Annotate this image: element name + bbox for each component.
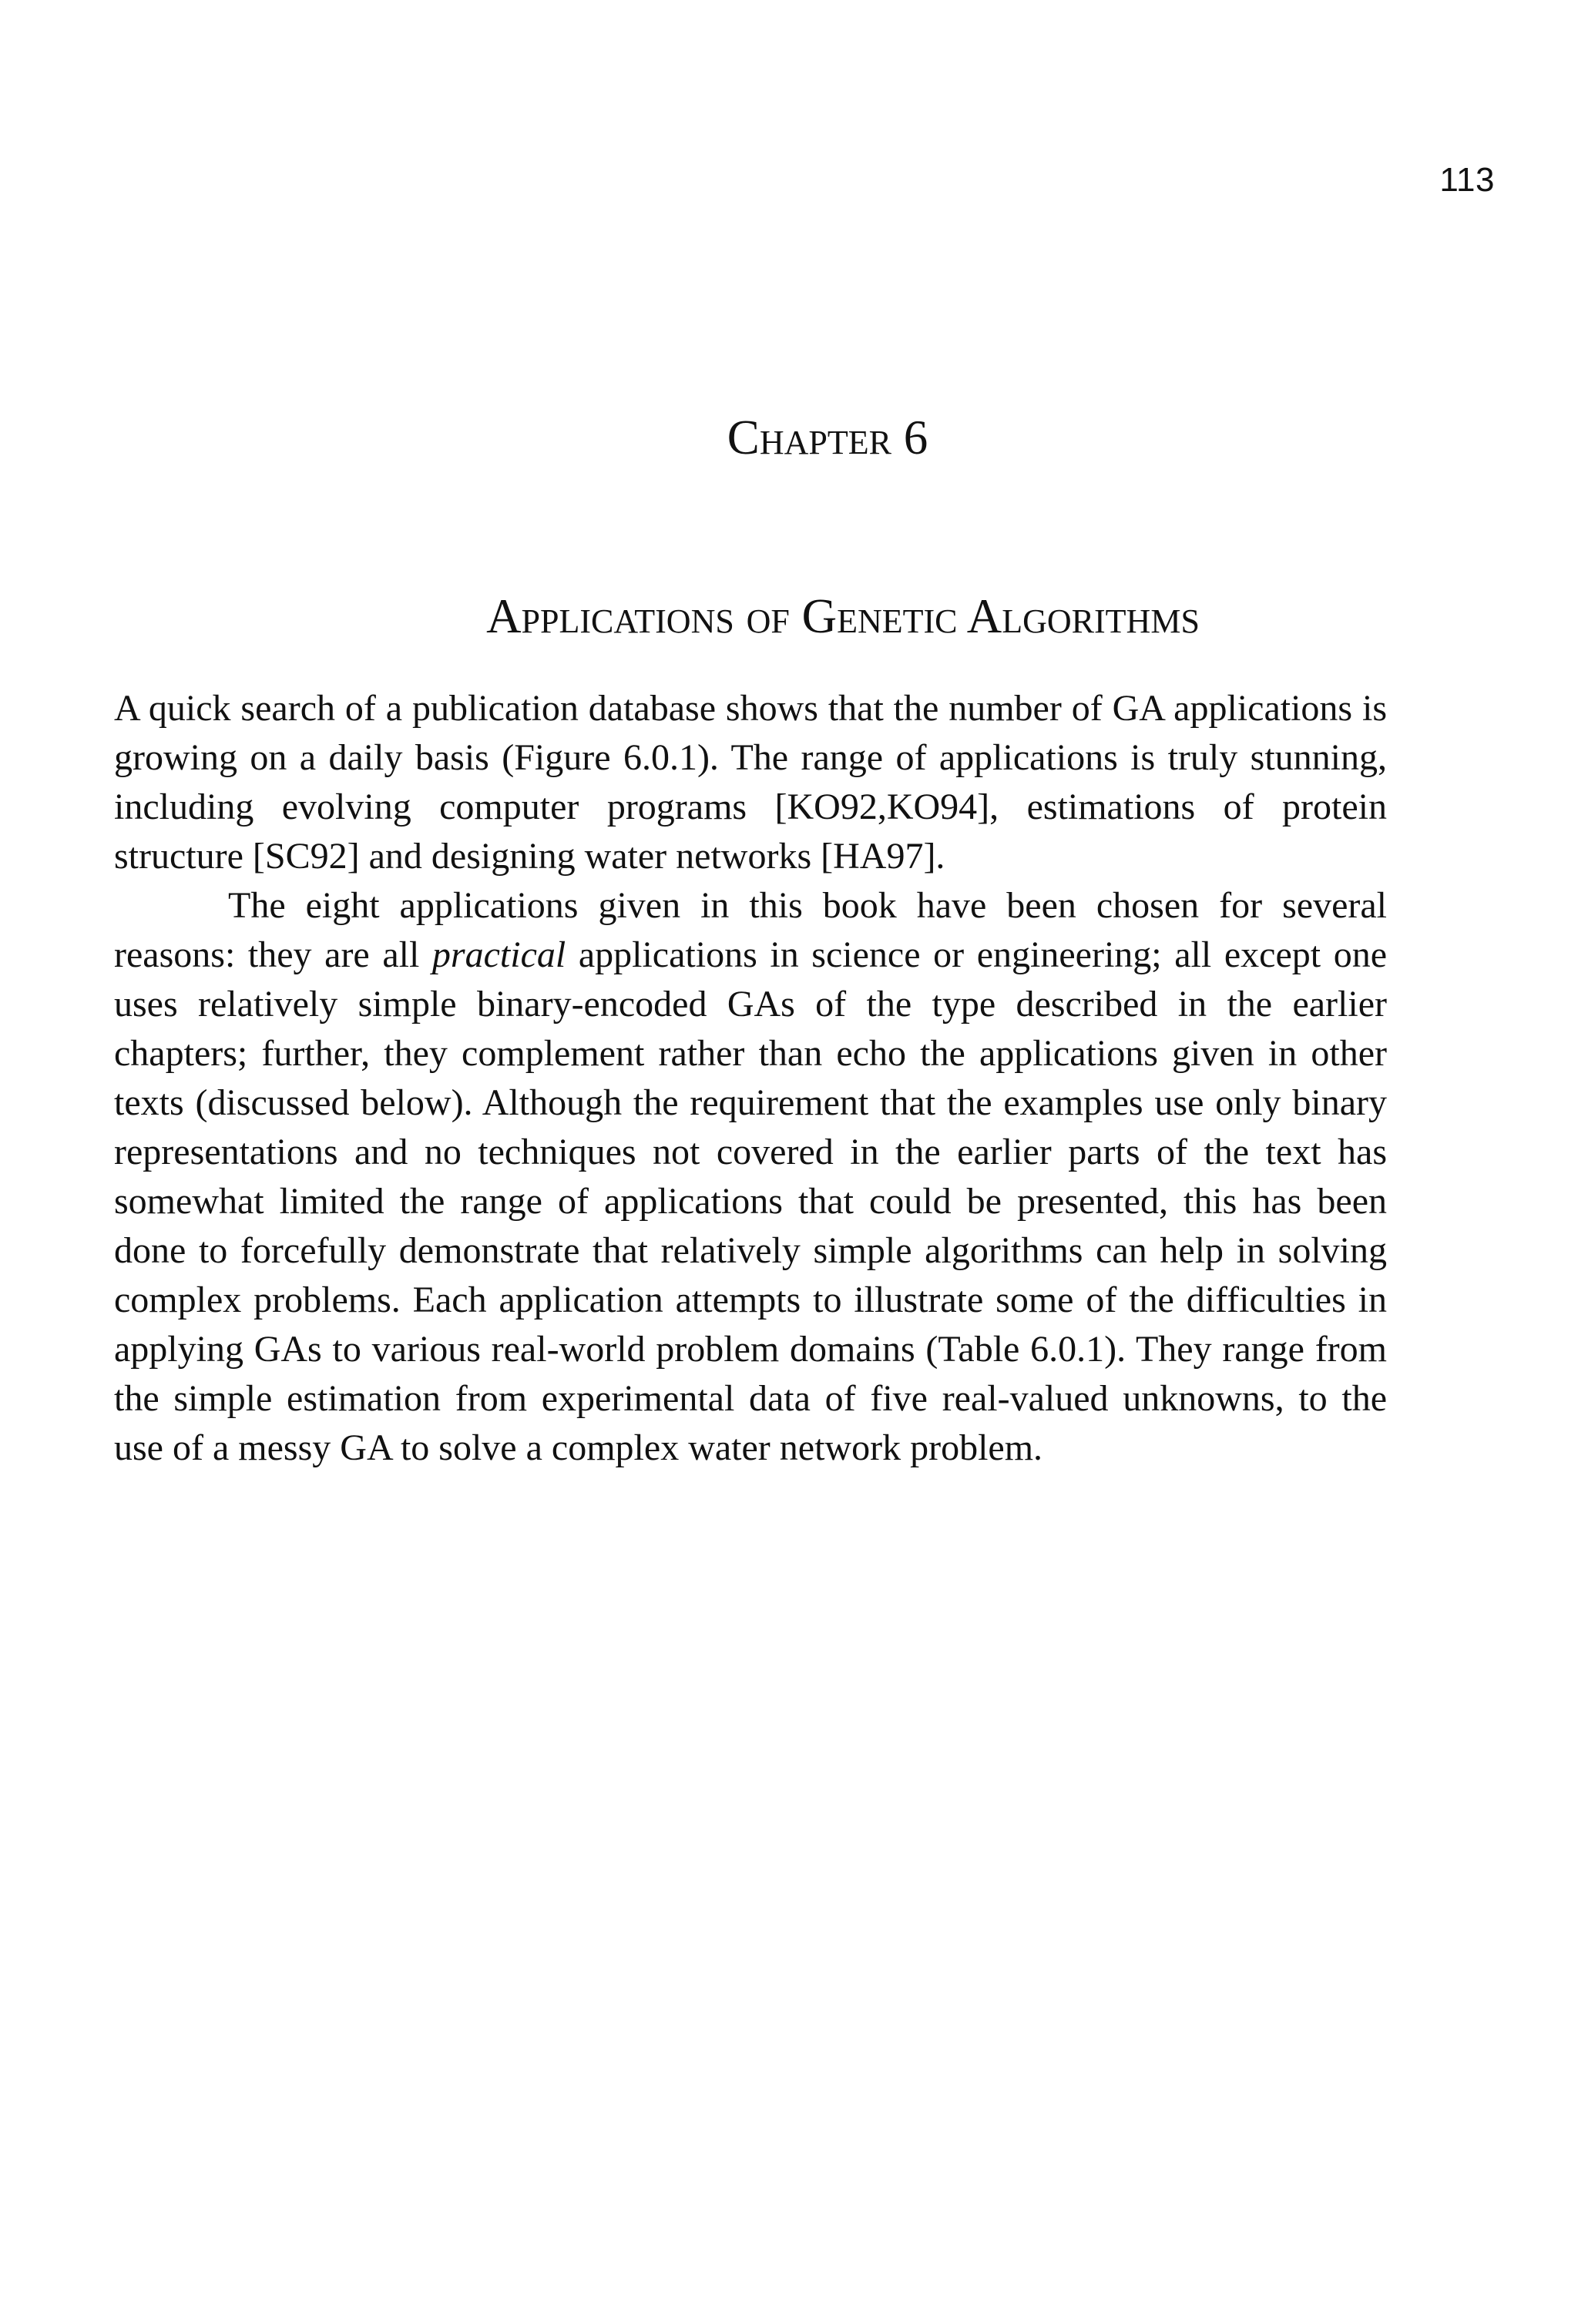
chapter-title: Applications of Genetic Algorithms: [486, 589, 1200, 643]
emphasis-practical: practical: [431, 934, 566, 975]
paragraph-applications-start: The eight applications given in this book have been chosen for several reasons: they are all: [114, 885, 1387, 975]
chapter-label: Chapter 6: [727, 411, 928, 464]
body-text: [114, 684, 1387, 1473]
paragraph-applications-rest: applications in science or engineering; all except one uses relatively simple binary-encoded GAs of the type described in the earlier chapters; further, they complement rather than echo the applications given in other texts (discussed below). Although the requirement that the examples use only binary representations and no techniques not covered in the earlier parts of the text has somewhat limited the range of applications that could be presented, this has been done to forcefully demonstrate that relatively simple algorithms can help in solving complex problems. Each application attempts to illustrate some of the difficulties in applying GAs to various real-world problem domains (Table 6.0.1). They range from the simple estimation from experimental data of five real-valued unknowns, to the use of a messy GA to solve a complex water network problem.: [114, 934, 1387, 1468]
paragraph-applications: [114, 881, 1387, 1473]
paragraph-intro: A quick search of a publication database shows that the number of GA applications is growing on a daily basis (Figure 6.0.1). The range of applications is truly stunning, including evolving computer programs [KO92,KO94], estimations of protein structure [SC92] and designing water networks [HA97].: [114, 688, 1387, 877]
page-number: 113: [1439, 161, 1495, 199]
